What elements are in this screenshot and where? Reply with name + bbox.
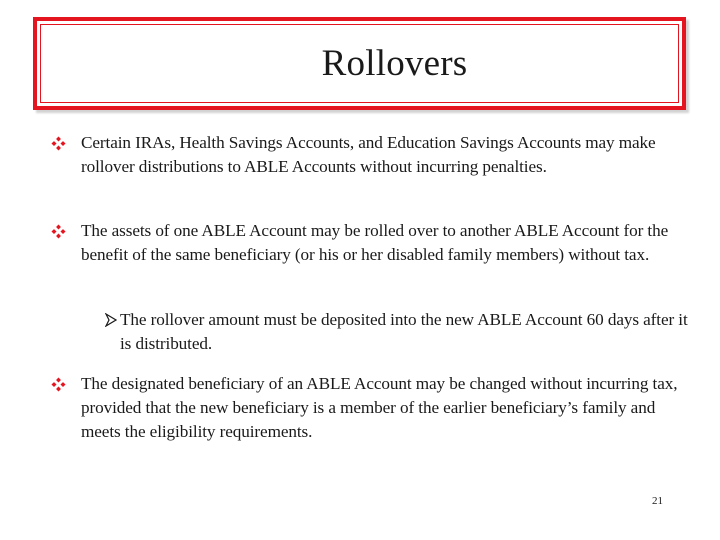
bullet-text: Certain IRAs, Health Savings Accounts, and Education Savings Accounts may make rollover distributions to ABLE Accounts without incurring penalties. [81,133,656,176]
sub-bullet-text: The rollover amount must be deposited into the new ABLE Account 60 days after it is distributed. [120,310,688,353]
diamond-bullet-icon [51,219,81,243]
slide-title: Rollovers [321,43,468,84]
bullet-item [51,372,691,444]
bullet-item [51,219,691,267]
diamond-bullet-icon [51,372,81,396]
arrow-bullet-icon [105,308,120,332]
page-number: 21 [652,495,663,507]
bullet-text: The designated beneficiary of an ABLE Account may be changed without incurring tax, provided that the new beneficiary is a member of the earlier beneficiary’s family and meets the eligibility requirements. [81,374,678,441]
bullet-text: The assets of one ABLE Account may be rolled over to another ABLE Account for the benefit of the same beneficiary (or his or her disabled family members) without tax. [81,221,669,264]
title-box [33,17,686,110]
bullet-item [51,131,691,179]
title-box-inner [40,24,679,103]
diamond-bullet-icon [51,131,81,155]
sub-bullet-item [105,308,690,356]
